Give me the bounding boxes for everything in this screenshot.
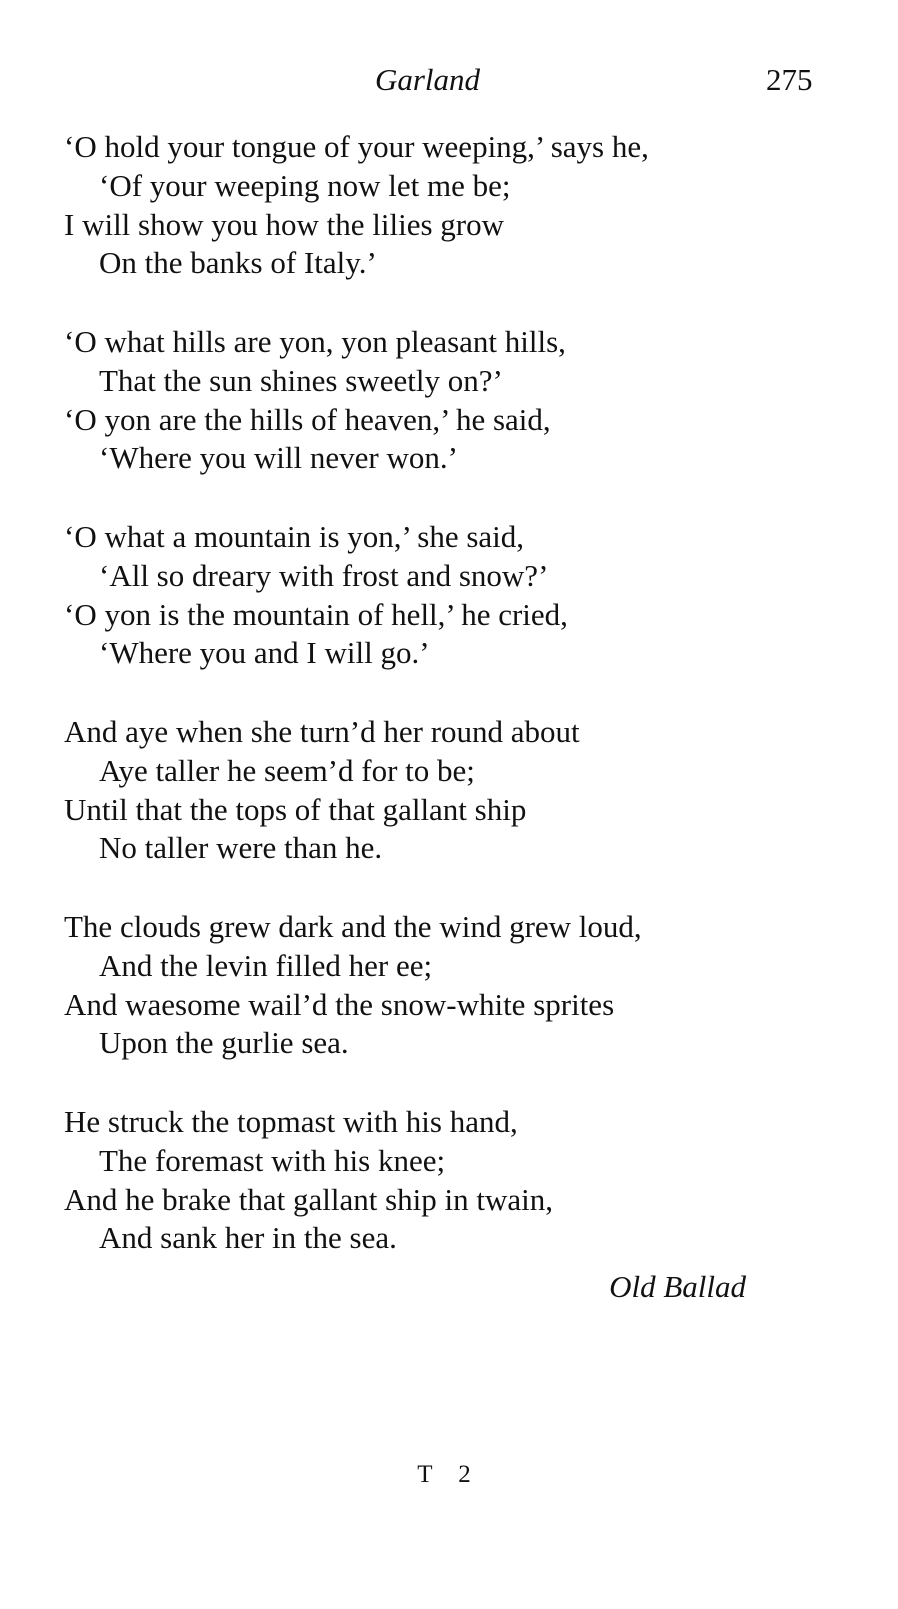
poem-line: And waesome wail’d the snow-white sprites <box>64 986 615 1022</box>
poem-line: The foremast with his knee; <box>99 1142 446 1178</box>
poem-line: Aye taller he seem’d for to be; <box>99 752 475 788</box>
stanza <box>64 1103 864 1258</box>
poem-line: And aye when she turn’d her round about <box>64 714 580 749</box>
signature-mark: T 2 <box>417 1461 481 1488</box>
stanza <box>64 713 864 868</box>
poem-line: ‘Where you will never won.’ <box>99 440 458 476</box>
attribution: Old Ballad <box>609 1269 746 1304</box>
stanza <box>64 323 864 478</box>
poem-line: And sank her in the sea. <box>99 1220 397 1256</box>
running-head <box>0 58 898 102</box>
stanza <box>64 908 864 1063</box>
poem-line: ‘O yon are the hills of heaven,’ he said, <box>64 401 551 437</box>
poem-line: No taller were than he. <box>99 830 383 866</box>
stanza <box>64 518 864 673</box>
poem-line: The clouds grew dark and the wind grew loud, <box>64 909 642 944</box>
poem-line: ‘O hold your tongue of your weeping,’ says he, <box>64 129 649 164</box>
poem-line: That the sun shines sweetly on?’ <box>99 362 503 398</box>
running-title: Garland <box>374 62 481 97</box>
stanza <box>64 128 864 283</box>
poem-line: He struck the topmast with his hand, <box>64 1104 518 1139</box>
page-number: 275 <box>766 62 813 97</box>
poem <box>64 128 864 1258</box>
poem-line: On the banks of Italy.’ <box>99 245 377 281</box>
poem-line: ‘Of your weeping now let me be; <box>99 167 511 203</box>
poem-line: ‘O what hills are yon, yon pleasant hills, <box>64 324 566 359</box>
poem-line: And the levin filled her ee; <box>99 947 433 983</box>
poem-line: ‘All so dreary with frost and snow?’ <box>99 557 549 593</box>
poem-line: ‘O yon is the mountain of hell,’ he cried, <box>64 596 568 632</box>
poem-line: Upon the gurlie sea. <box>99 1025 349 1061</box>
poem-line: ‘O what a mountain is yon,’ she said, <box>64 519 525 554</box>
poem-line: I will show you how the lilies grow <box>64 206 504 242</box>
poem-line: Until that the tops of that gallant ship <box>64 791 527 827</box>
poem-line: ‘Where you and I will go.’ <box>99 635 430 671</box>
poem-line: And he brake that gallant ship in twain, <box>64 1181 553 1217</box>
